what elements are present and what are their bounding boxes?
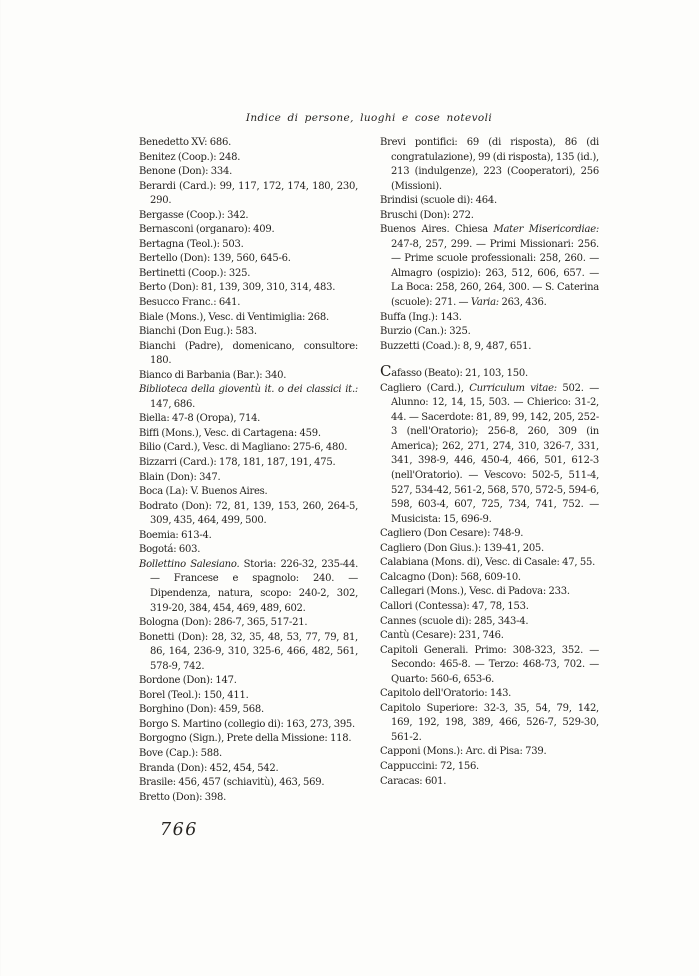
index-entry: Brindisi (scuole di): 464.: [380, 195, 497, 207]
index-entry: Bertagna (Teol.): 503.: [139, 238, 244, 250]
index-entry: Callegari (Mons.), Vesc. di Padova: 233.: [380, 586, 570, 598]
index-entry: Cannes (scuole di): 285, 343-4.: [380, 615, 529, 627]
page-number: 766: [160, 820, 198, 841]
index-entry: Borel (Teol.): 150, 411.: [139, 689, 249, 701]
index-entry: Calcagno (Don): 568, 609-10.: [380, 571, 521, 583]
index-entry: Bertinetti (Coop.): 325.: [139, 267, 251, 279]
index-entry: Capitoli Generali. Primo: 308-323, 352. — Secondo: 465-8. — Terzo: 468-73, 702. — Quarto: 560-6, 653-6.: [380, 644, 599, 685]
index-entry: Bilio (Card.), Vesc. di Magliano: 275-6, 480.: [139, 442, 348, 454]
index-entry: Bergasse (Coop.): 342.: [139, 209, 249, 221]
index-entry: Boemia: 613-4.: [139, 529, 212, 541]
section-gap: [380, 354, 599, 364]
index-entry: Cantù (Cesare): 231, 746.: [380, 630, 504, 642]
index-entry: Bodrato (Don): 72, 81, 139, 153, 260, 264-5, 309, 435, 464, 499, 500.: [139, 500, 358, 527]
index-entry: Bove (Cap.): 588.: [139, 747, 222, 759]
index-entry: Blain (Don): 347.: [139, 471, 221, 483]
index-entry: Cafasso (Beato): 21, 103, 150.: [380, 362, 528, 381]
index-columns: [139, 136, 599, 805]
text-block: [139, 112, 599, 840]
index-entry: Bianchi (Padre), domenicano, consultore: 180.: [139, 340, 358, 367]
index-entry: Caracas: 601.: [380, 775, 447, 787]
index-entry: Bonetti (Don): 28, 32, 35, 48, 53, 77, 79, 81, 86, 164, 236-9, 310, 325-6, 466, 482, 561, 578-9, 742.: [139, 631, 358, 672]
index-entry: Calabiana (Mons. di), Vesc. di Casale: 47, 55.: [380, 557, 596, 569]
index-entry: Berardi (Card.): 99, 117, 172, 174, 180, 230, 290.: [139, 180, 358, 207]
index-entry: Biale (Mons.), Vesc. di Ventimiglia: 268.: [139, 311, 329, 323]
index-entry: Bertello (Don): 139, 560, 645-6.: [139, 253, 291, 265]
index-entry: Buzzetti (Coad.): 8, 9, 487, 651.: [380, 340, 532, 352]
index-entry: Capitolo dell'Oratorio: 143.: [380, 688, 512, 700]
index-entry: Bruschi (Don): 272.: [380, 209, 474, 221]
index-entry: Buffa (Ing.): 143.: [380, 311, 462, 323]
index-entry: Boca (La): V. Buenos Aires.: [139, 486, 268, 498]
index-entry: Cagliero (Don Gius.): 139-41, 205.: [380, 542, 544, 554]
index-entry: Brevi pontifici: 69 (di risposta), 86 (di congratulazione), 99 (di risposta), 135 (id.), 213 (indulgenze), 223 (Cooperatori), 256 (Missioni).: [380, 137, 599, 192]
index-entry: Biblioteca della gioventù it. o dei classici it.: 147, 686.: [139, 384, 358, 410]
index-entry: Biffi (Mons.), Vesc. di Cartagena: 459.: [139, 427, 321, 439]
index-entry: Bianco di Barbania (Bar.): 340.: [139, 369, 287, 381]
index-entry: Cappuccini: 72, 156.: [380, 760, 479, 772]
index-entry: Biella: 47-8 (Oropa), 714.: [139, 413, 261, 425]
index-entry: Bianchi (Don Eug.): 583.: [139, 326, 257, 338]
index-entry: Benitez (Coop.): 248.: [139, 151, 241, 163]
index-entry: Brasile: 456, 457 (schiavitù), 463, 569.: [139, 777, 325, 789]
index-entry: Bogotá: 603.: [139, 544, 201, 556]
index-entry: Capitolo Superiore: 32-3, 35, 54, 79, 142, 169, 192, 198, 389, 466, 526-7, 529-30, 561-2.: [380, 702, 599, 743]
index-entry: Capponi (Mons.): Arc. di Pisa: 739.: [380, 746, 547, 758]
index-entry: Callori (Contessa): 47, 78, 153.: [380, 600, 529, 612]
index-entry: Bizzarri (Card.): 178, 181, 187, 191, 475.: [139, 457, 336, 469]
index-entry: Cagliero (Card.), Curriculum vitae: 502. — Alunno: 12, 14, 15, 503. — Chierico: 31-2, 44. — Sacerdote: 81, 89, 99, 142, 205, 252-3 (nell'Oratorio); 256-8, 260, 309 (in America); 262, 271, 274, 310, 326-7, 331, 341, 398-9, 446, 450-4, 466, 501, 612-3 (nell'Oratorio). — Vescovo: 502-5, 511-4, 527, 534-42, 561-2, 568, 570, 572-5, 594-6, 598, 603-4, 607, 725, 734, 741, 752. — Musicista: 15, 696-9.: [380, 382, 599, 525]
index-entry: Borghino (Don): 459, 568.: [139, 704, 264, 716]
index-entry: Berto (Don): 81, 139, 309, 310, 314, 483.: [139, 282, 336, 294]
index-column-2: [380, 136, 599, 805]
index-entry: Buenos Aires. Chiesa Mater Misericordiae: 247-8, 257, 299. — Primi Missionari: 256. — Prime scuole professionali: 258, 260. — Almagro (ospizio): 263, 512, 606, 657. — La Boca: 258, 260, 264, 300. — S. Caterina (scuole): 271. — Varia: 263, 436.: [380, 224, 599, 309]
index-entry: Bollettino Salesiano. Storia: 226-32, 235-44. — Francese e spagnolo: 240. — Dipendenza, natura, scopo: 240-2, 302, 319-20, 384, 454, 469, 489, 602.: [139, 558, 358, 614]
index-entry: Bernasconi (organaro): 409.: [139, 224, 275, 236]
index-entry: Burzio (Can.): 325.: [380, 326, 471, 338]
index-column-1: [139, 136, 358, 805]
running-header: Indice di persone, luoghi e cose notevoli: [245, 112, 493, 124]
index-entry: Bordone (Don): 147.: [139, 675, 237, 687]
index-entry: Benone (Don): 334.: [139, 166, 233, 178]
index-entry: Bretto (Don): 398.: [139, 791, 227, 803]
index-entry: Borgo S. Martino (collegio di): 163, 273, 395.: [139, 718, 355, 730]
index-entry: Branda (Don): 452, 454, 542.: [139, 762, 279, 774]
index-entry: Bologna (Don): 286-7, 365, 517-21.: [139, 617, 308, 629]
index-entry: Borgogno (Sign.), Prete della Missione: 118.: [139, 733, 352, 745]
index-entry: Benedetto XV: 686.: [139, 137, 232, 148]
index-entry: Cagliero (Don Cesare): 748-9.: [380, 528, 524, 540]
index-entry: Besucco Franc.: 641.: [139, 297, 241, 309]
